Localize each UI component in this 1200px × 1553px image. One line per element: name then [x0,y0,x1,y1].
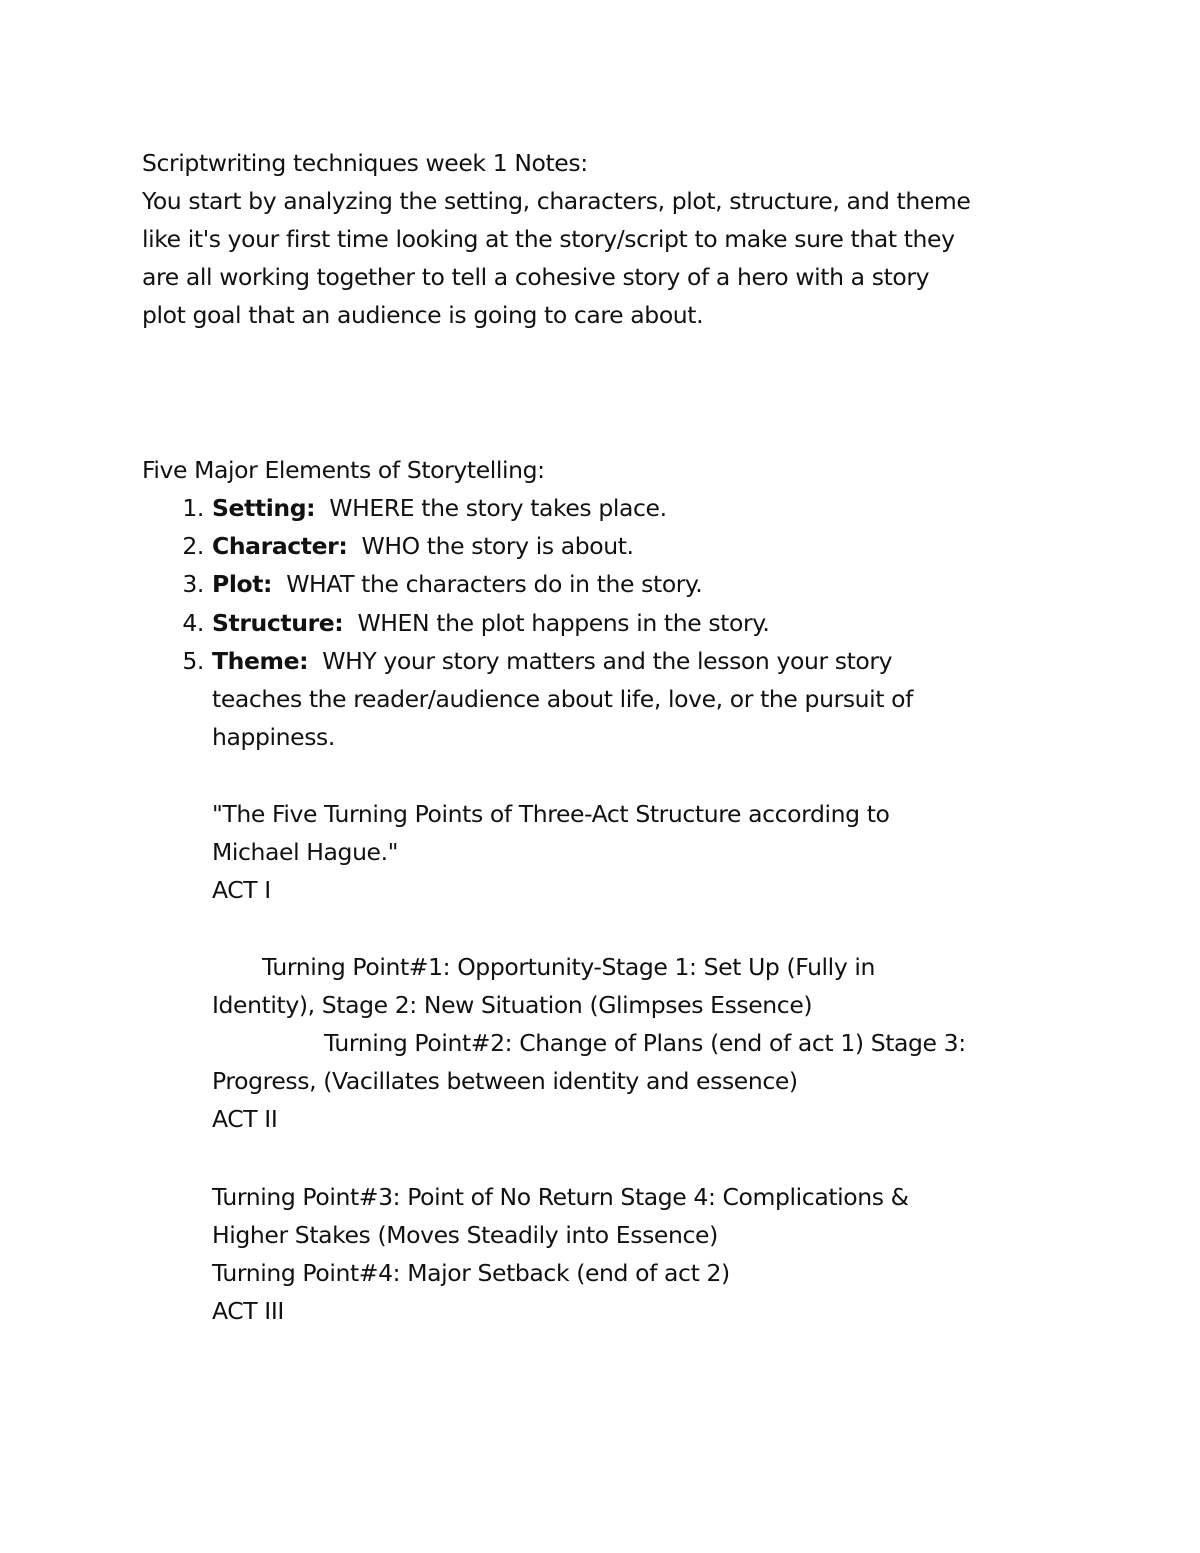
list-item-term: Character: [212,532,348,560]
turning-point-line: Higher Stakes (Moves Steadily into Essence) [212,1221,718,1249]
list-number: 2. [182,532,204,560]
turning-point-line: Turning Point#2: Change of Plans (end of act 1) Stage 3: [324,1029,966,1057]
turning-point-line: Identity), Stage 2: New Situation (Glimpses Essence) [212,991,813,1019]
list-number: 4. [182,609,204,637]
intro-line: like it's your first time looking at the story/script to make sure that they [142,225,955,253]
act-heading: ACT I [212,876,271,904]
document-title: Scriptwriting techniques week 1 Notes: [142,149,588,177]
list-item-term: Setting: [212,494,316,522]
turning-point-line: Turning Point#4: Major Setback (end of act 2) [212,1259,730,1287]
quote-line: Michael Hague." [212,838,399,866]
list-item-theme [212,642,892,680]
intro-line: You start by analyzing the setting, characters, plot, structure, and theme [142,187,971,215]
list-item-term: Structure: [212,609,344,637]
list-item-character [212,527,634,565]
list-item-continuation: happiness. [212,723,335,751]
list-item-text: WHERE the story takes place. [329,494,667,522]
turning-point-line: Turning Point#3: Point of No Return Stage 4: Complications & [212,1183,909,1211]
list-item-plot [212,565,702,603]
quote-line: "The Five Turning Points of Three-Act Structure according to [212,800,890,828]
list-item-structure [212,604,769,642]
list-number: 1. [182,494,204,522]
intro-line: plot goal that an audience is going to care about. [142,301,704,329]
list-item-text: WHEN the plot happens in the story. [357,609,770,637]
list-number: 5. [182,647,204,675]
list-item-text: WHO the story is about. [361,532,634,560]
turning-point-line: Turning Point#1: Opportunity-Stage 1: Set Up (Fully in [262,953,876,981]
list-number: 3. [182,570,204,598]
act-heading: ACT II [212,1105,278,1133]
list-item-setting [212,489,667,527]
list-item-text: WHAT the characters do in the story. [286,570,703,598]
turning-point-line: Progress, (Vacillates between identity and essence) [212,1067,798,1095]
elements-heading: Five Major Elements of Storytelling: [142,456,545,484]
list-item-term: Theme: [212,647,309,675]
list-item-continuation: teaches the reader/audience about life, love, or the pursuit of [212,685,914,713]
act-heading: ACT III [212,1297,284,1325]
list-item-term: Plot: [212,570,273,598]
list-item-text: WHY your story matters and the lesson your story [322,647,893,675]
intro-line: are all working together to tell a cohesive story of a hero with a story [142,263,930,291]
